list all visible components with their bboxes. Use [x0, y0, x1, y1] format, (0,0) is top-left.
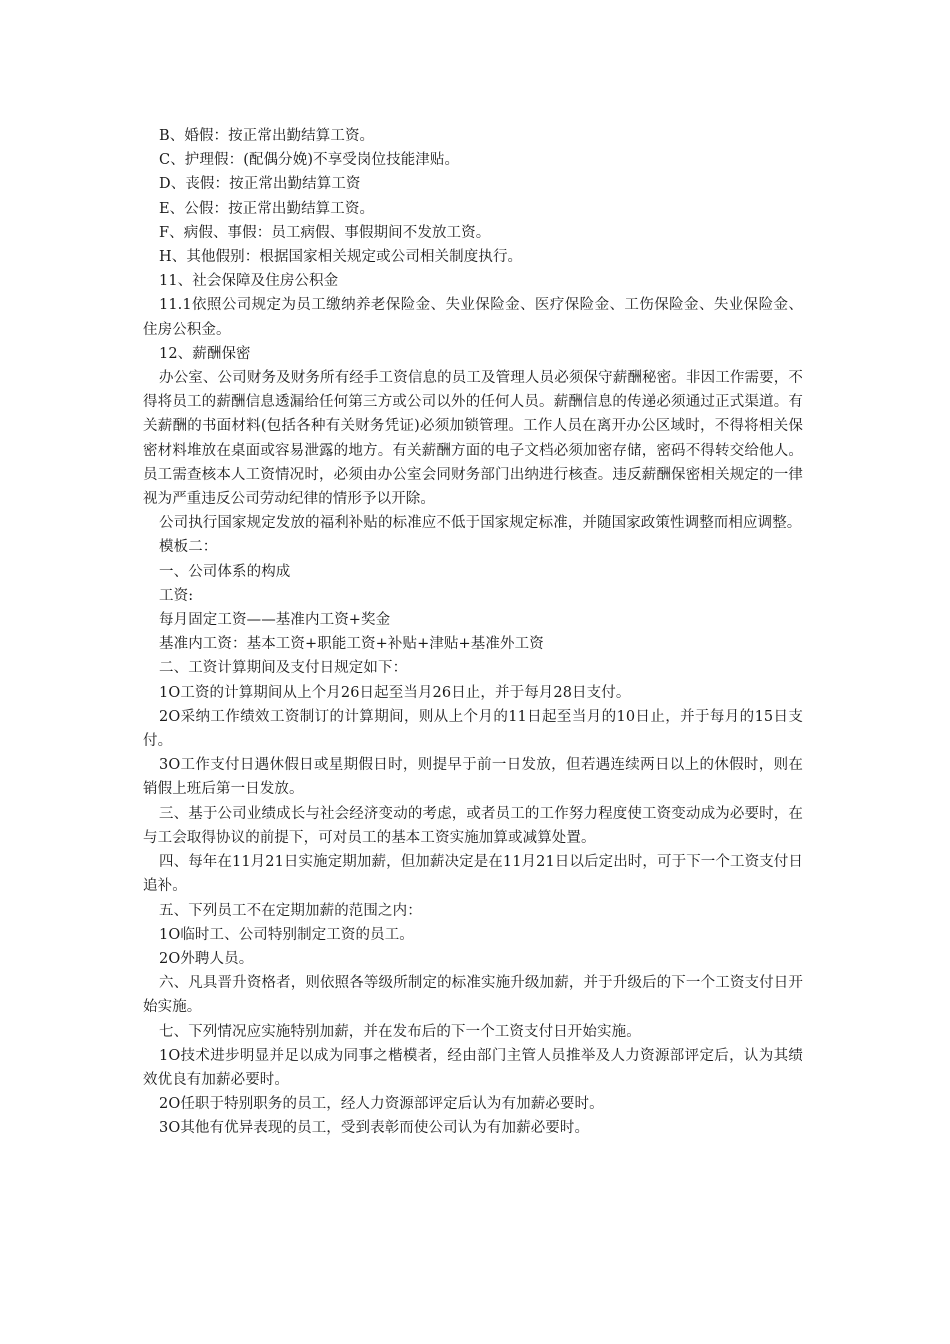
list-item-pay-period-1: 1O工资的计算期间从上个月26日起至当月26日止，并于每月28日支付。 [159, 684, 631, 701]
section-heading-salary-adjustment: 三、基于公司业绩成长与社会经济变动的考虑，或者员工的工作努力程度使工资变动成为必要时，在与工会取得协议的前提下，可对员工的基本工资实施加算或减算处置。 [143, 805, 803, 846]
list-item-special-raise-1: 1O技术进步明显并足以成为同事之楷模者，经由部门主管人员推举及人力资源部评定后，认为其绩效优良有加薪必要时。 [143, 1047, 803, 1088]
paragraph-wage-label: 工资: [159, 587, 194, 604]
document-body [143, 124, 803, 1141]
section-heading-pay-period: 二、工资计算期间及支付日规定如下： [159, 660, 408, 677]
section-heading-social-security: 11、社会保障及住房公积金 [159, 273, 339, 290]
section-heading-raise-exclusions: 五、下列员工不在定期加薪的范围之内： [159, 902, 422, 919]
paragraph-insurance: 11.1依照公司规定为员工缴纳养老保险金、失业保险金、医疗保险金、工伤保险金、失业保险金、住房公积金。 [143, 297, 803, 338]
paragraph-marriage-leave: B、婚假：按正常出勤结算工资。 [159, 128, 375, 144]
section-heading-promotion-raise: 六、凡具晋升资格者，则依照各等级所制定的标准实施升级加薪，并于升级后的下一个工资支付日开始实施。 [143, 975, 803, 1016]
list-item-pay-period-2: 2O采纳工作绩效工资制订的计算期间，则从上个月的11日起至当月的10日止，并于每月的15日支付。 [143, 708, 803, 750]
paragraph-confidentiality-rules: 办公室、公司财务及财务所有经手工资信息的员工及管理人员必须保守薪酬秘密。非因工作需要，不得将员工的薪酬信息透漏给任何第三方或公司以外的任何人员。薪酬信息的传递必须通过正式渠道。有关薪酬的书面材料(包括各种有关财务凭证)必须加锁管理。工作人员在离开办公区域时，不得将相关保密材料堆放在桌面或容易泄露的地方。有关薪酬方面的电子文档必须加密存储，密码不得转交给他人。员工需查核本人工资情况时，必须由办公室会同财务部门出纳进行核查。违反薪酬保密相关规定的一律视为严重违反公司劳动纪律的情形予以开除。 [143, 370, 803, 508]
section-heading-salary-confidentiality: 12、薪酬保密 [159, 345, 251, 362]
paragraph-base-wage: 基准内工资：基本工资+职能工资+补贴+津贴+基准外工资 [159, 636, 544, 653]
section-heading-system-composition: 一、公司体系的构成 [159, 563, 291, 580]
paragraph-sick-personal-leave: F、病假、事假：员工病假、事假期间不发放工资。 [159, 224, 491, 241]
list-item-exclusion-1: 1O临时工、公司特别制定工资的员工。 [159, 926, 414, 943]
template-two-heading: 模板二： [159, 539, 218, 556]
paragraph-other-leave: H、其他假别：根据国家相关规定或公司相关制度执行。 [159, 249, 523, 266]
list-item-special-raise-2: 2O任职于特别职务的员工，经人力资源部评定后认为有加薪必要时。 [159, 1096, 604, 1113]
section-heading-periodic-raise: 四、每年在11月21日实施定期加薪，但加薪决定是在11月21日以后定出时，可于下一个工资支付日追补。 [143, 854, 803, 895]
list-item-pay-period-3: 3O工作支付日遇休假日或星期假日时，则提早于前一日发放，但若遇连续两日以上的休假时，则在销假上班后第一日发放。 [143, 757, 803, 798]
list-item-special-raise-3: 3O其他有优异表现的员工，受到表彰而使公司认为有加薪必要时。 [159, 1120, 590, 1137]
paragraph-public-leave: E、公假：按正常出勤结算工资。 [159, 200, 375, 217]
paragraph-funeral-leave: D、丧假：按正常出勤结算工资 [159, 176, 361, 193]
paragraph-monthly-fixed-wage: 每月固定工资——基准内工资+奖金 [159, 612, 391, 629]
list-item-exclusion-2: 2O外聘人员。 [159, 950, 254, 967]
paragraph-nursing-leave: C、护理假：(配偶分娩)不享受岗位技能津贴。 [159, 152, 460, 169]
section-heading-special-raise: 七、下列情况应实施特别加薪，并在发布后的下一个工资支付日开始实施。 [159, 1023, 641, 1040]
paragraph-welfare-subsidy: 公司执行国家规定发放的福利补贴的标准应不低于国家规定标准，并随国家政策性调整而相应调整。 [159, 515, 802, 532]
